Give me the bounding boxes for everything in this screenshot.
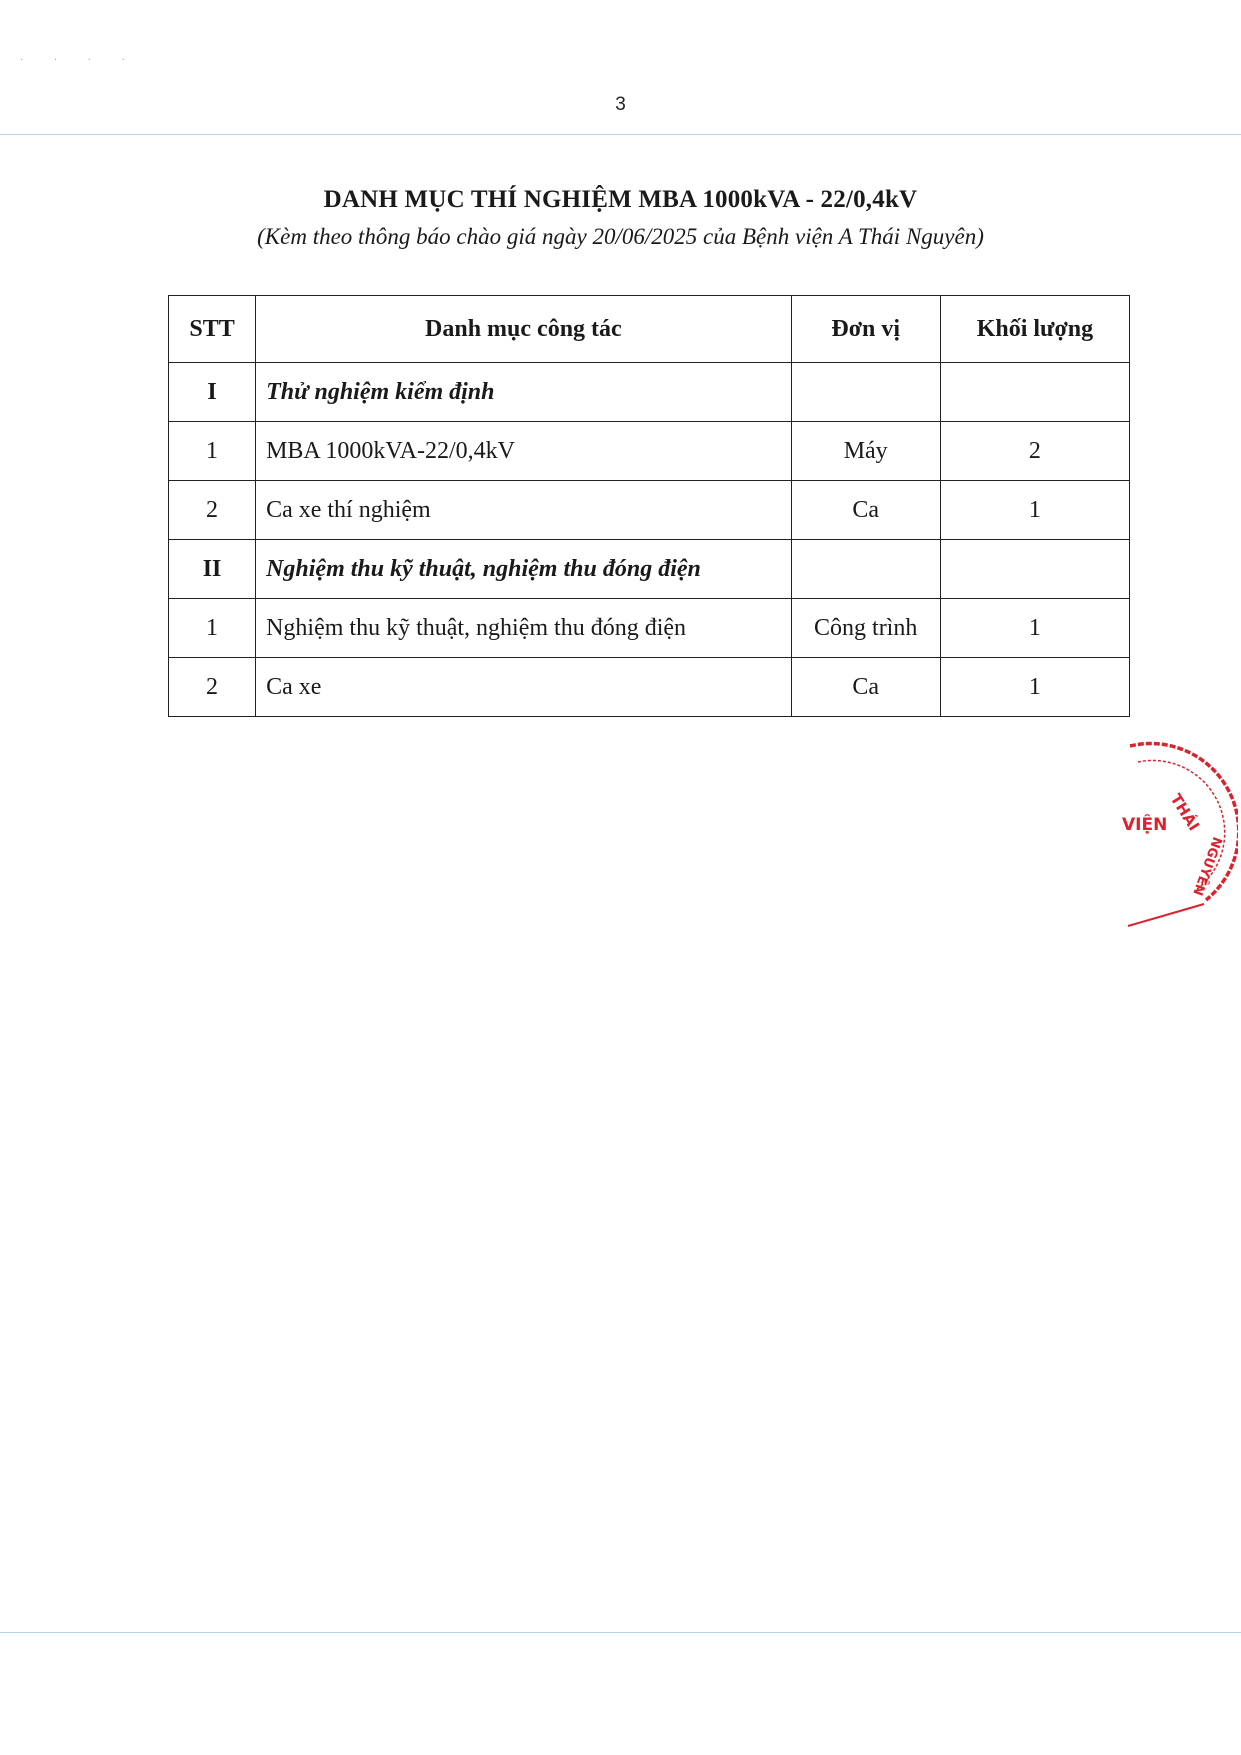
table-row-section [169, 540, 1130, 599]
row-qty: 2 [940, 422, 1129, 481]
document-subtitle: (Kèm theo thông báo chào giá ngày 20/06/2025 của Bệnh viện A Thái Nguyên) [257, 224, 984, 249]
page-number: 3 [615, 94, 626, 115]
row-name: Ca xe thí nghiệm [256, 481, 792, 540]
row-unit [791, 363, 940, 422]
table-row [169, 599, 1130, 658]
row-stt: 1 [169, 599, 256, 658]
row-name: Nghiệm thu kỹ thuật, nghiệm thu đóng điện [256, 599, 792, 658]
row-name: Ca xe [256, 658, 792, 717]
row-unit: Công trình [791, 599, 940, 658]
row-qty: 1 [940, 481, 1129, 540]
row-stt: I [169, 363, 256, 422]
table-row [169, 481, 1130, 540]
header-rule [0, 134, 1241, 135]
row-unit: Ca [791, 481, 940, 540]
document-title: DANH MỤC THÍ NGHIỆM MBA 1000kVA - 22/0,4kV [323, 186, 918, 213]
row-name: Nghiệm thu kỹ thuật, nghiệm thu đóng điện [256, 540, 792, 599]
row-unit: Ca [791, 658, 940, 717]
header-stt: STT [169, 296, 256, 363]
row-stt: II [169, 540, 256, 599]
table-header-row [169, 296, 1130, 363]
row-qty [940, 540, 1129, 599]
stamp-text-3: NGUYÊN [1189, 834, 1225, 898]
table-row [169, 422, 1130, 481]
row-qty [940, 363, 1129, 422]
header-name: Danh mục công tác [256, 296, 792, 363]
header-qty: Khối lượng [940, 296, 1129, 363]
red-seal-stamp [1118, 740, 1238, 930]
row-unit [791, 540, 940, 599]
row-qty: 1 [940, 658, 1129, 717]
row-name: MBA 1000kVA-22/0,4kV [256, 422, 792, 481]
row-unit: Máy [791, 422, 940, 481]
stamp-text-2: VIỆN [1122, 815, 1168, 835]
row-stt: 1 [169, 422, 256, 481]
table-row-section [169, 363, 1130, 422]
scan-artifacts: · · · · [20, 55, 139, 66]
header-unit: Đơn vị [791, 296, 940, 363]
footer-rule [0, 1632, 1241, 1633]
items-table [168, 295, 1130, 717]
table-row [169, 658, 1130, 717]
row-stt: 2 [169, 658, 256, 717]
row-stt: 2 [169, 481, 256, 540]
row-name: Thử nghiệm kiểm định [256, 363, 792, 422]
row-qty: 1 [940, 599, 1129, 658]
stamp-text-1: THÁI [1166, 790, 1204, 835]
